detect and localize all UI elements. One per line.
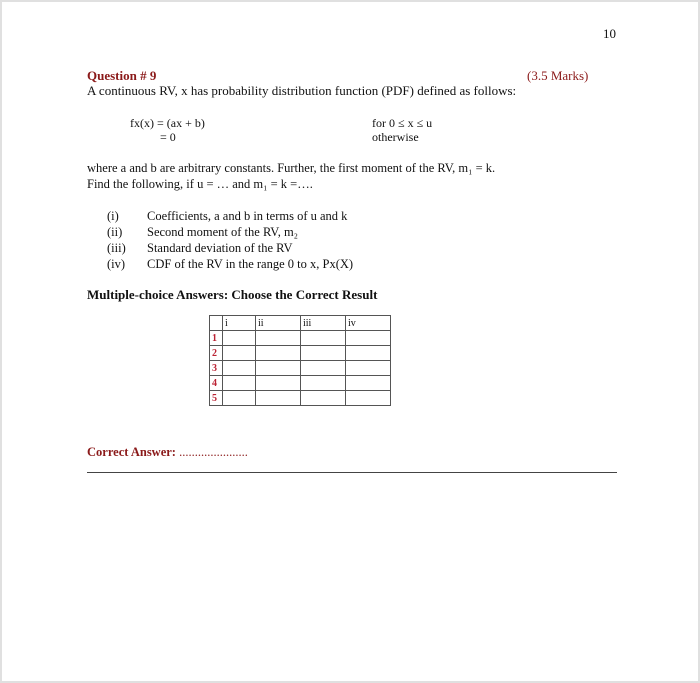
answer-cell[interactable] [346, 346, 391, 361]
sub-question-text: Standard deviation of the RV [147, 241, 293, 255]
table-row [210, 331, 391, 346]
answer-cell[interactable] [301, 346, 346, 361]
table-row [210, 391, 391, 406]
sub-question-number: (iv) [107, 257, 126, 271]
sub-question-item [107, 240, 353, 256]
row-number: 4 [210, 376, 223, 391]
mcq-title: Multiple-choice Answers: Choose the Correct Result [87, 287, 378, 302]
table-header-cell: i [223, 316, 256, 331]
sub-question-number: (iii) [107, 241, 126, 255]
answer-table [209, 315, 391, 406]
answer-cell[interactable] [223, 391, 256, 406]
answer-cell[interactable] [223, 361, 256, 376]
answer-cell[interactable] [301, 331, 346, 346]
answer-cell[interactable] [301, 361, 346, 376]
table-header-row [210, 316, 391, 331]
pdf-definition-right-1: for 0 ≤ x ≤ u [372, 116, 433, 130]
answer-cell[interactable] [346, 376, 391, 391]
row-number: 5 [210, 391, 223, 406]
sub-question-number: (ii) [107, 225, 123, 239]
question-marks: (3.5 Marks) [527, 68, 589, 83]
sub-question-text: CDF of the RV in the range 0 to x, Px(X) [147, 257, 354, 271]
correct-answer [87, 445, 248, 460]
answer-cell[interactable] [256, 376, 301, 391]
question-intro: A continuous RV, x has probability distribution function (PDF) defined as follows: [87, 83, 517, 98]
answer-cell[interactable] [301, 376, 346, 391]
table-row [210, 361, 391, 376]
sub-question-text: Second moment of the RV, m₂ [147, 225, 299, 239]
pdf-definition-left-2: = 0 [160, 130, 176, 144]
paragraph-line-2: Find the following, if u = … and m₁ = k =…. [87, 177, 313, 191]
answer-cell[interactable] [256, 331, 301, 346]
row-number: 2 [210, 346, 223, 361]
answer-cell[interactable] [346, 331, 391, 346]
sub-question-item [107, 256, 353, 272]
paragraph-line-1: where a and b are arbitrary constants. Further, the first moment of the RV, m₁ = k. [87, 161, 496, 175]
row-number: 3 [210, 361, 223, 376]
divider [87, 472, 617, 473]
answer-cell[interactable] [346, 391, 391, 406]
sub-question-item [107, 224, 353, 240]
sub-question-text: Coefficients, a and b in terms of u and k [147, 209, 348, 223]
answer-cell[interactable] [256, 361, 301, 376]
correct-answer-blank[interactable]: ...................... [179, 445, 248, 459]
answer-cell[interactable] [301, 391, 346, 406]
pdf-definition-left-1: fx(x) = (ax + b) [130, 116, 205, 130]
correct-answer-label: Correct Answer: [87, 445, 176, 459]
answer-cell[interactable] [223, 376, 256, 391]
answer-cell[interactable] [223, 346, 256, 361]
answer-cell[interactable] [256, 391, 301, 406]
pdf-definition-right-2: otherwise [372, 130, 419, 144]
page-number: 10 [603, 26, 616, 41]
sub-question-list [107, 208, 353, 272]
question-title: Question # 9 [87, 68, 157, 83]
table-header-cell: iv [346, 316, 391, 331]
sub-question-item [107, 208, 353, 224]
table-header-cell: iii [301, 316, 346, 331]
table-header-cell [210, 316, 223, 331]
sub-question-number: (i) [107, 209, 119, 223]
row-number: 1 [210, 331, 223, 346]
answer-cell[interactable] [346, 361, 391, 376]
table-row [210, 346, 391, 361]
table-row [210, 376, 391, 391]
answer-cell[interactable] [256, 346, 301, 361]
table-header-cell: ii [256, 316, 301, 331]
answer-cell[interactable] [223, 331, 256, 346]
